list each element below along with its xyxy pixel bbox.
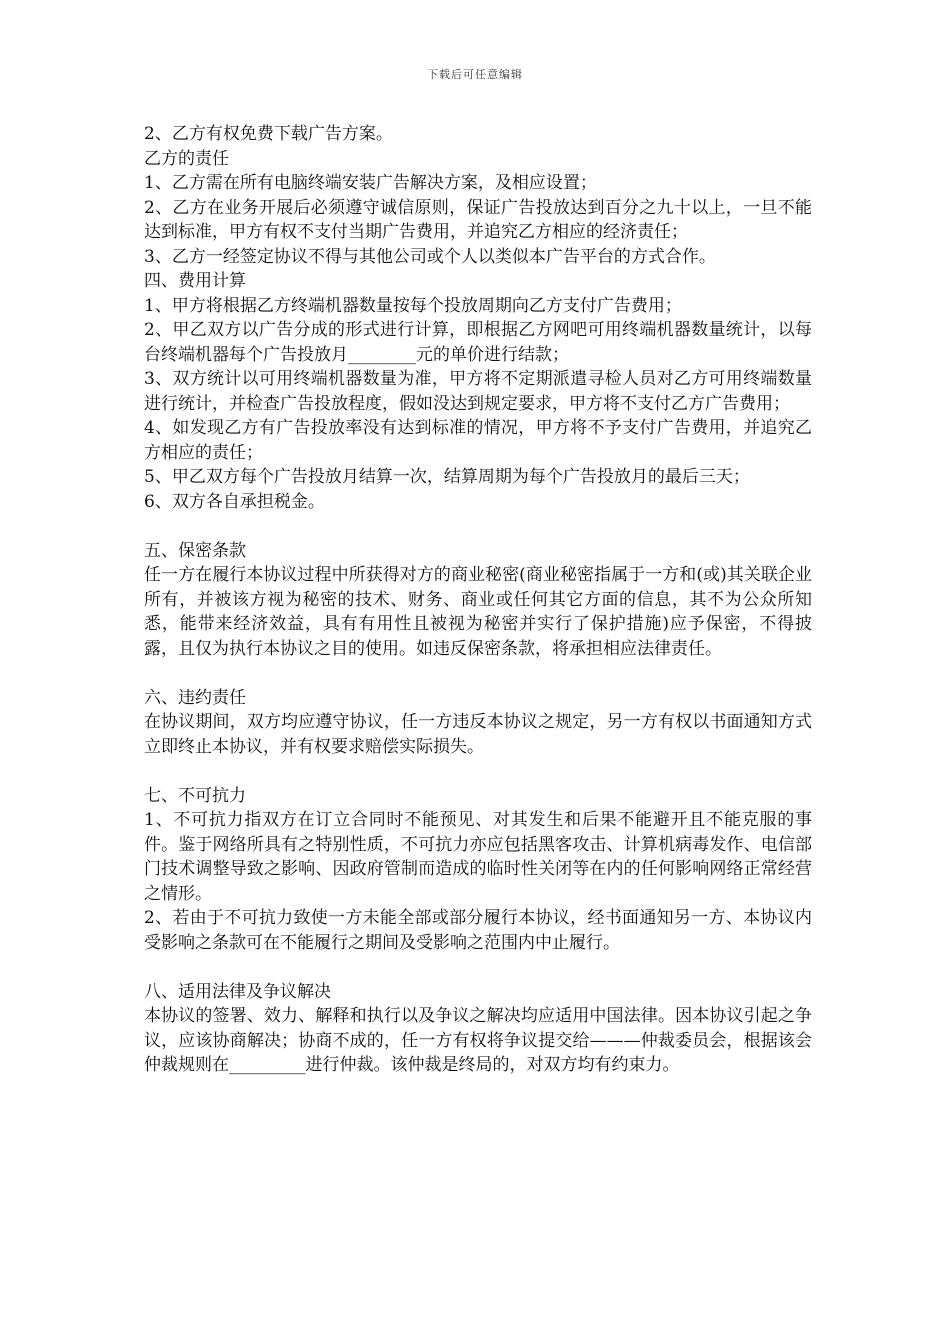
clause-paragraph: 3、双方统计以可用终端机器数量为准，甲方将不定期派遣寻检人员对乙方可用终端数量进行统计，并检查广告投放程度，假如没达到规定要求，甲方将不支付乙方广告费用； — [144, 369, 812, 414]
section-heading: 七、不可抗力 — [144, 785, 246, 806]
clause-paragraph: 2、乙方有权免费下载广告方案。 — [144, 124, 393, 144]
section-heading: 八、适用法律及争议解决 — [144, 981, 331, 1002]
paragraph-spacer — [144, 661, 812, 686]
clause-paragraph: 2、乙方在业务开展后必须遵守诚信原则，保证广告投放达到百分之九十以上，一旦不能达到标准，甲方有权不支付当期广告费用，并追究乙方相应的经济责任； — [144, 197, 812, 242]
page-header: 下载后可任意编辑 — [427, 68, 523, 81]
clause-paragraph: 3、乙方一经签定协议不得与其他公司或个人以类似本广告平台的方式合作。 — [144, 246, 716, 267]
section-heading: 六、违约责任 — [144, 687, 246, 708]
clause-paragraph: 2、甲乙双方以广告分成的形式进行计算，即根据乙方网吧可用终端机器数量统计，以每台终端机器每个广告投放月________元的单价进行结款； — [144, 320, 812, 365]
section-heading: 乙方的责任 — [144, 148, 229, 169]
clause-paragraph: 在协议期间，双方均应遵守协议，任一方违反本协议之规定，另一方有权以书面通知方式立即终止本协议，并有权要求赔偿实际损失。 — [144, 712, 812, 757]
clause-paragraph: 1、甲方将根据乙方终端机器数量按每个投放周期向乙方支付广告费用； — [144, 295, 682, 316]
section-heading: 五、保密条款 — [144, 540, 246, 561]
clause-paragraph: 4、如发现乙方有广告投放率没有达到标准的情况，甲方将不予支付广告费用，并追究乙方相应的责任； — [144, 418, 812, 463]
clause-paragraph: 2、若由于不可抗力致使一方未能全部或部分履行本协议，经书面通知另一方、本协议内受影响之条款可在不能履行之期间及受影响之范围内中止履行。 — [144, 908, 812, 953]
clause-paragraph: 本协议的签署、效力、解释和执行以及争议之解决均应适用中国法律。因本协议引起之争议，应该协商解决；协商不成的，任一方有权将争议提交给———仲裁委员会，根据该会仲裁规则在_________进行仲裁。该仲裁是终局的，对双方均有约束力。 — [144, 1006, 812, 1075]
clause-paragraph: 5、甲乙双方每个广告投放月结算一次，结算周期为每个广告投放月的最后三天； — [144, 467, 750, 487]
clause-paragraph: 1、乙方需在所有电脑终端安装广告解决方案，及相应设置； — [144, 173, 597, 193]
clause-paragraph: 任一方在履行本协议过程中所获得对方的商业秘密(商业秘密指属于一方和(或)其关联企业所有，并被该方视为秘密的技术、财务、商业或任何其它方面的信息，其不为公众所知悉，能带来经济效益，具有有用性且被视为秘密并实行了保护措施)应予保密，不得披露，且仅为执行本协议之目的使用。如违反保密条款，将承担相应法律责任。 — [144, 565, 812, 659]
paragraph-spacer — [144, 759, 812, 784]
section-heading: 四、费用计算 — [144, 271, 246, 291]
paragraph-spacer — [144, 955, 812, 980]
clause-paragraph: 6、双方各自承担税金。 — [144, 491, 325, 512]
paragraph-spacer — [144, 514, 812, 539]
clause-paragraph: 1、不可抗力指双方在订立合同时不能预见、对其发生和后果不能避开且不能克服的事件。鉴于网络所具有之特别性质，不可抗力亦应包括黑客攻击、计算机病毒发作、电信部门技术调整导致之影响、因政府管制而造成的临时性关闭等在内的任何影响网络正常经营之情形。 — [144, 810, 812, 904]
document-body — [144, 122, 812, 1078]
